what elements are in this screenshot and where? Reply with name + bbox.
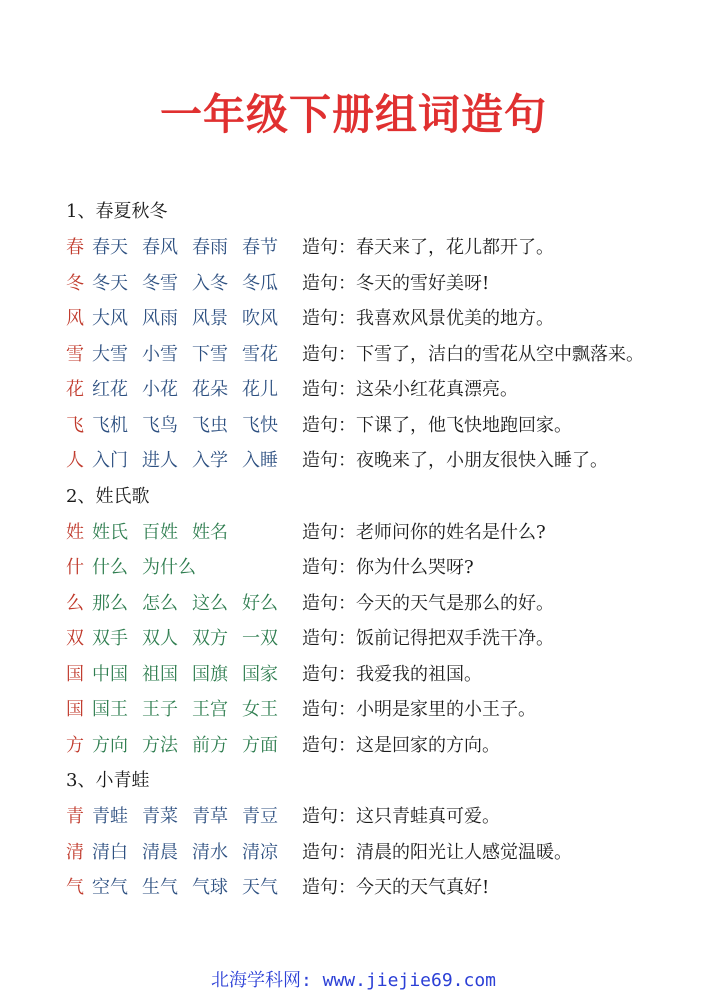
compound-word: 姓名 (192, 521, 228, 543)
compound-word: 祖国 (142, 663, 178, 685)
word-group (92, 586, 302, 622)
compound-word: 一双 (242, 628, 278, 649)
compound-word: 清白 (92, 841, 128, 863)
word-group (92, 372, 302, 408)
compound-word: 清凉 (242, 841, 278, 863)
compound-word: 这么 (192, 592, 228, 614)
word-row (66, 621, 686, 657)
compound-word: 姓氏 (92, 521, 128, 543)
compound-word: 春节 (242, 237, 278, 258)
word-group (92, 728, 302, 764)
section (66, 763, 686, 906)
word-row (66, 372, 686, 408)
word-group (92, 835, 302, 871)
compound-word: 国旗 (192, 663, 228, 685)
compound-word: 双方 (192, 628, 228, 649)
example-sentence: 造句：今天的天气真好! (302, 877, 490, 898)
word-row (66, 835, 686, 871)
compound-word: 冬天 (92, 272, 128, 294)
key-character: 双 (66, 628, 84, 649)
compound-word: 青豆 (242, 806, 278, 827)
word-group (92, 443, 302, 479)
compound-word: 双人 (142, 628, 178, 649)
word-group (92, 657, 302, 693)
example-sentence: 造句：清晨的阳光让人感觉温暖。 (302, 841, 572, 863)
example-sentence: 造句：下课了，他飞快地跑回家。 (302, 414, 572, 436)
compound-word: 吹风 (242, 308, 278, 329)
compound-word: 方面 (242, 734, 278, 756)
compound-word: 青草 (192, 806, 228, 827)
compound-word: 飞机 (92, 414, 128, 436)
key-character: 青 (66, 806, 84, 827)
key-character: 气 (66, 877, 84, 898)
compound-word: 青蛙 (92, 806, 128, 827)
compound-word: 进人 (142, 450, 178, 471)
compound-word: 春风 (142, 237, 178, 258)
section-heading: 2、姓氏歌 (66, 485, 150, 507)
compound-word: 为什么 (142, 557, 196, 578)
key-character: 清 (66, 841, 84, 863)
example-sentence: 造句：饭前记得把双手洗干净。 (302, 628, 554, 649)
word-group (92, 301, 302, 337)
compound-word: 冬瓜 (242, 272, 278, 294)
example-sentence: 造句：小明是家里的小王子。 (302, 699, 536, 720)
example-sentence: 造句：这朵小红花真漂亮。 (302, 379, 518, 400)
word-row (66, 550, 686, 586)
word-group (92, 692, 302, 728)
word-row (66, 408, 686, 444)
compound-word: 气球 (192, 877, 228, 898)
compound-word: 大风 (92, 308, 128, 329)
word-row (66, 586, 686, 622)
section-heading: 3、小青蛙 (66, 770, 150, 791)
compound-word: 下雪 (192, 343, 228, 365)
key-character: 春 (66, 237, 84, 258)
compound-word: 天气 (242, 877, 278, 898)
compound-word: 国家 (242, 663, 278, 685)
section (66, 479, 686, 764)
word-row (66, 657, 686, 693)
word-row (66, 692, 686, 728)
page-title: 一年级下册组词造句 (159, 90, 547, 139)
compound-word: 什么 (92, 557, 128, 578)
compound-word: 飞虫 (192, 414, 228, 436)
key-character: 姓 (66, 521, 84, 543)
example-sentence: 造句：我爱我的祖国。 (302, 663, 482, 685)
key-character: 雪 (66, 343, 84, 365)
compound-word: 前方 (192, 734, 228, 756)
example-sentence: 造句：你为什么哭呀? (302, 557, 474, 578)
compound-word: 青菜 (142, 806, 178, 827)
section (66, 194, 686, 479)
compound-word: 百姓 (142, 521, 178, 543)
word-row (66, 266, 686, 302)
example-sentence: 造句：下雪了，洁白的雪花从空中飘落来。 (302, 343, 644, 365)
key-character: 飞 (66, 414, 84, 436)
key-character: 国 (66, 663, 84, 685)
compound-word: 中国 (92, 663, 128, 685)
word-list (66, 194, 686, 906)
compound-word: 方向 (92, 734, 128, 756)
key-character: 方 (66, 734, 84, 756)
compound-word: 怎么 (142, 592, 178, 614)
compound-word: 生气 (142, 877, 178, 898)
key-character: 什 (66, 557, 84, 578)
word-row (66, 230, 686, 266)
word-row (66, 443, 686, 479)
compound-word: 女王 (242, 699, 278, 720)
example-sentence: 造句：这只青蛙真可爱。 (302, 806, 500, 827)
compound-word: 双手 (92, 628, 128, 649)
compound-word: 王子 (142, 699, 178, 720)
compound-word: 冬雪 (142, 272, 178, 294)
word-row (66, 870, 686, 906)
compound-word: 入冬 (192, 272, 228, 294)
compound-word: 风雨 (142, 308, 178, 329)
compound-word: 方法 (142, 734, 178, 756)
example-sentence: 造句：老师问你的姓名是什么? (302, 521, 546, 543)
word-row (66, 337, 686, 373)
compound-word: 小雪 (142, 343, 178, 365)
key-character: 风 (66, 308, 84, 329)
key-character: 花 (66, 379, 84, 400)
compound-word: 国王 (92, 699, 128, 720)
word-group (92, 337, 302, 373)
section-heading: 1、春夏秋冬 (66, 201, 168, 222)
compound-word: 清晨 (142, 841, 178, 863)
compound-word: 那么 (92, 592, 128, 614)
example-sentence: 造句：夜晚来了，小朋友很快入睡了。 (302, 450, 608, 471)
word-row (66, 515, 686, 551)
compound-word: 春天 (92, 237, 128, 258)
word-group (92, 266, 302, 302)
compound-word: 空气 (92, 877, 128, 898)
compound-word: 入门 (92, 450, 128, 471)
compound-word: 小花 (142, 379, 178, 400)
word-group (92, 799, 302, 835)
key-character: 么 (66, 592, 84, 614)
word-group (92, 870, 302, 906)
word-group (92, 621, 302, 657)
compound-word: 雪花 (242, 343, 278, 365)
footer-watermark: 北海学科网: www.jiejie69.com (210, 970, 497, 991)
example-sentence: 造句：我喜欢风景优美的地方。 (302, 308, 554, 329)
compound-word: 飞鸟 (142, 414, 178, 436)
compound-word: 红花 (92, 379, 128, 400)
word-group (92, 515, 302, 551)
word-group (92, 230, 302, 266)
key-character: 人 (66, 450, 84, 471)
example-sentence: 造句：春天来了，花儿都开了。 (302, 237, 554, 258)
compound-word: 飞快 (242, 414, 278, 436)
compound-word: 春雨 (192, 237, 228, 258)
compound-word: 好么 (242, 592, 278, 614)
compound-word: 入学 (192, 450, 228, 471)
key-character: 冬 (66, 272, 84, 294)
key-character: 国 (66, 699, 84, 720)
word-group (92, 408, 302, 444)
word-row (66, 728, 686, 764)
compound-word: 风景 (192, 308, 228, 329)
compound-word: 清水 (192, 841, 228, 863)
compound-word: 大雪 (92, 343, 128, 365)
example-sentence: 造句：冬天的雪好美呀! (302, 272, 490, 294)
compound-word: 花朵 (192, 379, 228, 400)
compound-word: 王宫 (192, 699, 228, 720)
word-row (66, 301, 686, 337)
example-sentence: 造句：这是回家的方向。 (302, 734, 500, 756)
word-row (66, 799, 686, 835)
word-group (92, 550, 302, 586)
example-sentence: 造句：今天的天气是那么的好。 (302, 592, 554, 614)
compound-word: 花儿 (242, 379, 278, 400)
compound-word: 入睡 (242, 450, 278, 471)
